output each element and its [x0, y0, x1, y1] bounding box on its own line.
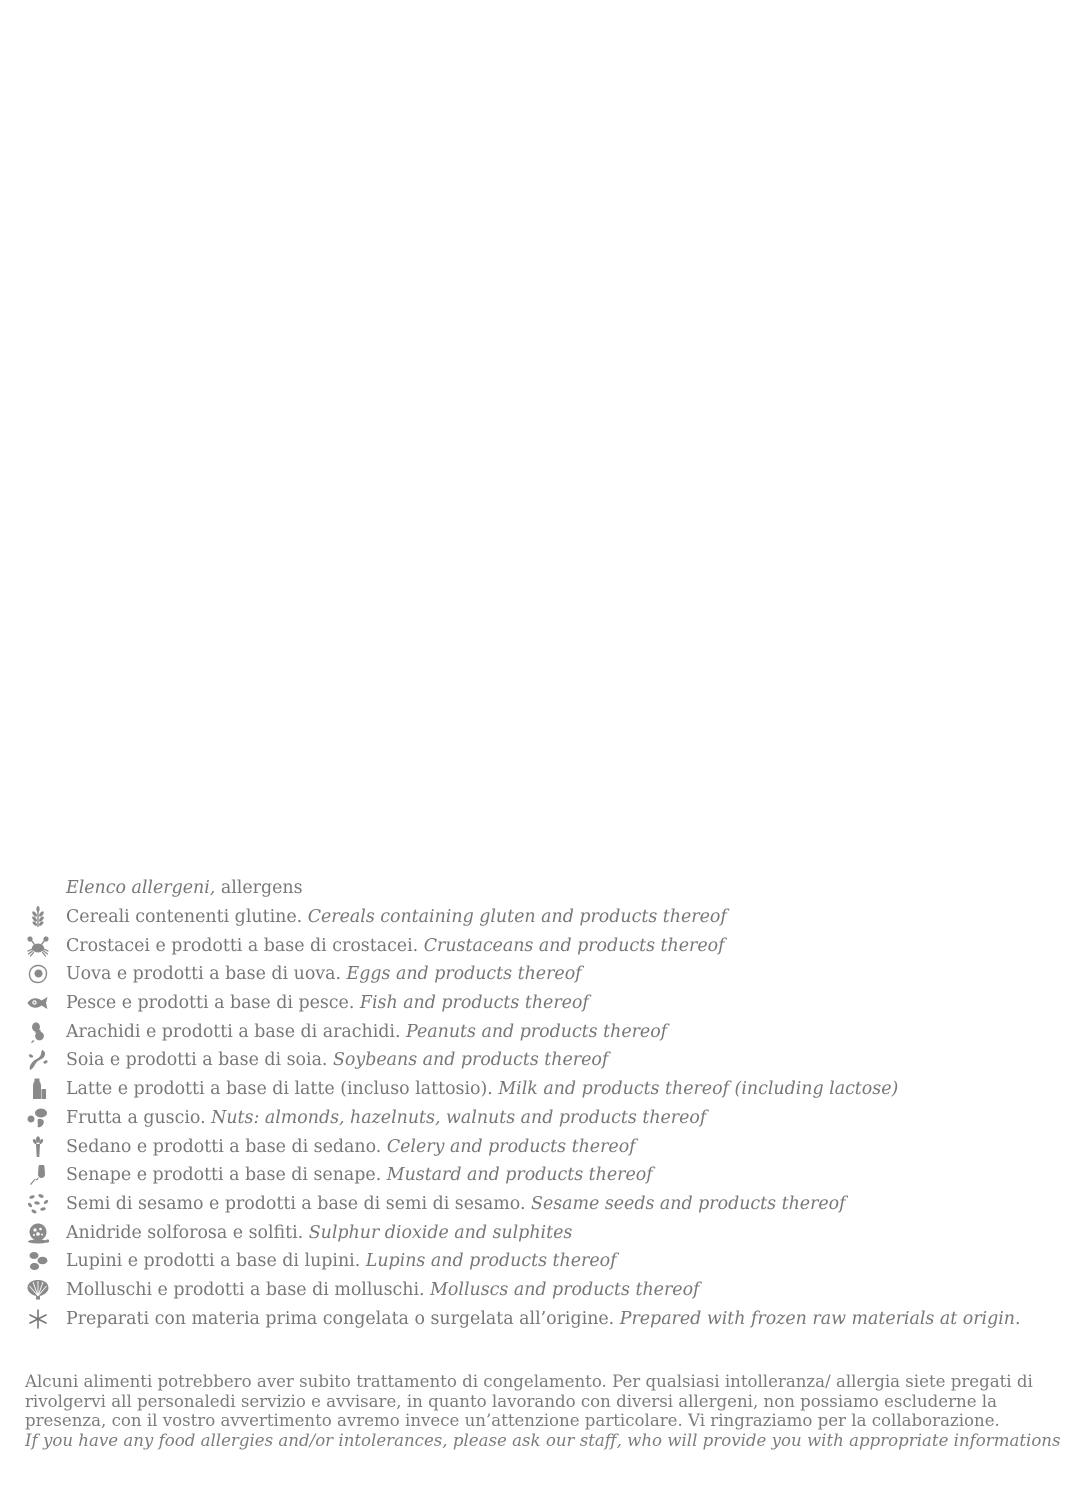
allergen-italian: Cereali contenenti glutine.: [66, 907, 303, 928]
allergen-text: [66, 993, 589, 1013]
allergen-italian: Sedano e prodotti a base di sedano.: [66, 1136, 382, 1157]
lupin-icon: [24, 1249, 66, 1273]
allergen-text: [66, 1280, 699, 1300]
allergen-english: Sulphur dioxide and sulphites: [308, 1222, 573, 1243]
header-spacer: [24, 876, 66, 900]
allergen-text: [66, 964, 582, 984]
allergen-row-soy: [24, 1046, 1064, 1075]
crab-icon: [24, 934, 66, 958]
allergen-list: [24, 874, 1064, 1333]
allergen-row-mustard: [24, 1161, 1064, 1190]
allergen-english: Crustaceans and products thereof: [423, 935, 725, 956]
allergen-text: [66, 1165, 653, 1185]
wheat-icon: [24, 905, 66, 929]
allergen-text: [66, 936, 725, 956]
header-text: [66, 878, 303, 898]
allergen-row-frozen: [24, 1304, 1064, 1333]
allergen-english: Eggs and products thereof: [346, 964, 582, 985]
celery-icon: [24, 1135, 66, 1159]
allergen-italian: Arachidi e prodotti a base di arachidi.: [66, 1021, 401, 1042]
allergen-english: Peanuts and products thereof: [406, 1021, 668, 1042]
allergen-text: [66, 1050, 608, 1070]
sulphite-icon: [24, 1221, 66, 1245]
allergen-row-molluscs: [24, 1276, 1064, 1305]
allergen-list-header: [24, 874, 1064, 903]
allergen-english: Molluscs and products thereof: [430, 1279, 700, 1300]
allergen-text: [66, 1137, 636, 1157]
allergen-text: [66, 1194, 846, 1214]
allergen-english: Mustard and products thereof: [386, 1165, 653, 1186]
header-italian: Elenco allergeni,: [66, 878, 216, 899]
allergen-row-crustaceans: [24, 931, 1064, 960]
mustard-icon: [24, 1163, 66, 1187]
allergen-italian: Latte e prodotti a base di latte (incluso lattosio).: [66, 1079, 493, 1100]
allergen-italian: Uova e prodotti a base di uova.: [66, 964, 342, 985]
shell-icon: [24, 1278, 66, 1302]
allergen-row-gluten: [24, 903, 1064, 932]
allergen-english: Nuts: almonds, hazelnuts, walnuts and products thereof: [211, 1107, 707, 1128]
allergen-english: Sesame seeds and products thereof: [531, 1193, 846, 1214]
allergen-row-sesame: [24, 1190, 1064, 1219]
egg-icon: [24, 962, 66, 986]
allergen-row-fish: [24, 989, 1064, 1018]
allergen-row-celery: [24, 1132, 1064, 1161]
soy-icon: [24, 1048, 66, 1072]
allergen-english: Soybeans and products thereof: [333, 1050, 609, 1071]
allergen-row-nuts: [24, 1104, 1064, 1133]
allergen-italian: Preparati con materia prima congelata o surgelata all’origine.: [66, 1308, 615, 1329]
nuts-icon: [24, 1106, 66, 1130]
allergen-italian: Crostacei e prodotti a base di crostacei.: [66, 935, 419, 956]
allergen-english: Fish and products thereof: [359, 993, 589, 1014]
peanut-icon: [24, 1020, 66, 1044]
allergen-row-peanuts: [24, 1017, 1064, 1046]
milk-icon: [24, 1077, 66, 1101]
header-english: allergens: [220, 878, 303, 899]
allergen-row-lupins: [24, 1247, 1064, 1276]
allergen-row-sulphites: [24, 1218, 1064, 1247]
allergen-italian: Semi di sesamo e prodotti a base di semi di sesamo.: [66, 1193, 526, 1214]
allergen-italian: Pesce e prodotti a base di pesce.: [66, 993, 355, 1014]
allergen-english: Lupins and products thereof: [365, 1251, 617, 1272]
asterisk-icon: [24, 1307, 66, 1331]
allergen-text: [66, 1309, 1021, 1329]
allergen-text: [66, 1251, 617, 1271]
allergen-italian: Soia e prodotti a base di soia.: [66, 1050, 328, 1071]
allergen-row-eggs: [24, 960, 1064, 989]
allergen-row-milk: [24, 1075, 1064, 1104]
allergen-text: [66, 1223, 572, 1243]
allergen-text: [66, 1022, 667, 1042]
allergen-english: Milk and products thereof (including lactose): [498, 1079, 899, 1100]
allergy-notice: [25, 1372, 1065, 1450]
allergen-text: [66, 907, 727, 927]
sesame-icon: [24, 1192, 66, 1216]
allergen-text: [66, 1079, 898, 1099]
allergen-italian: Senape e prodotti a base di senape.: [66, 1165, 382, 1186]
notice-english: If you have any food allergies and/or intolerances, please ask our staff, who will provide you with appropriate informations: [25, 1430, 1061, 1450]
allergen-italian: Lupini e prodotti a base di lupini.: [66, 1251, 361, 1272]
notice-italian: Alcuni alimenti potrebbero aver subito trattamento di congelamento. Per qualsiasi intolleranza/ allergia siete pregati di rivolgervi all personaledi servizio e avvisare, in quanto lavorando con diversi allergeni, non possiamo escluderne la presenza, con il vostro avvertimento avremo invece un’attenzione particolare. Vi ringraziamo per la collaborazione.: [25, 1372, 1033, 1431]
allergen-english: Celery and products thereof: [386, 1136, 636, 1157]
allergen-text: [66, 1108, 706, 1128]
fish-icon: [24, 991, 66, 1015]
allergen-english: Cereals containing gluten and products thereof: [307, 907, 727, 928]
allergen-italian: Anidride solforosa e solfiti.: [66, 1222, 304, 1243]
allergen-english: Prepared with frozen raw materials at origin.: [619, 1308, 1021, 1329]
allergen-italian: Frutta a guscio.: [66, 1107, 206, 1128]
allergen-italian: Molluschi e prodotti a base di molluschi.: [66, 1279, 425, 1300]
